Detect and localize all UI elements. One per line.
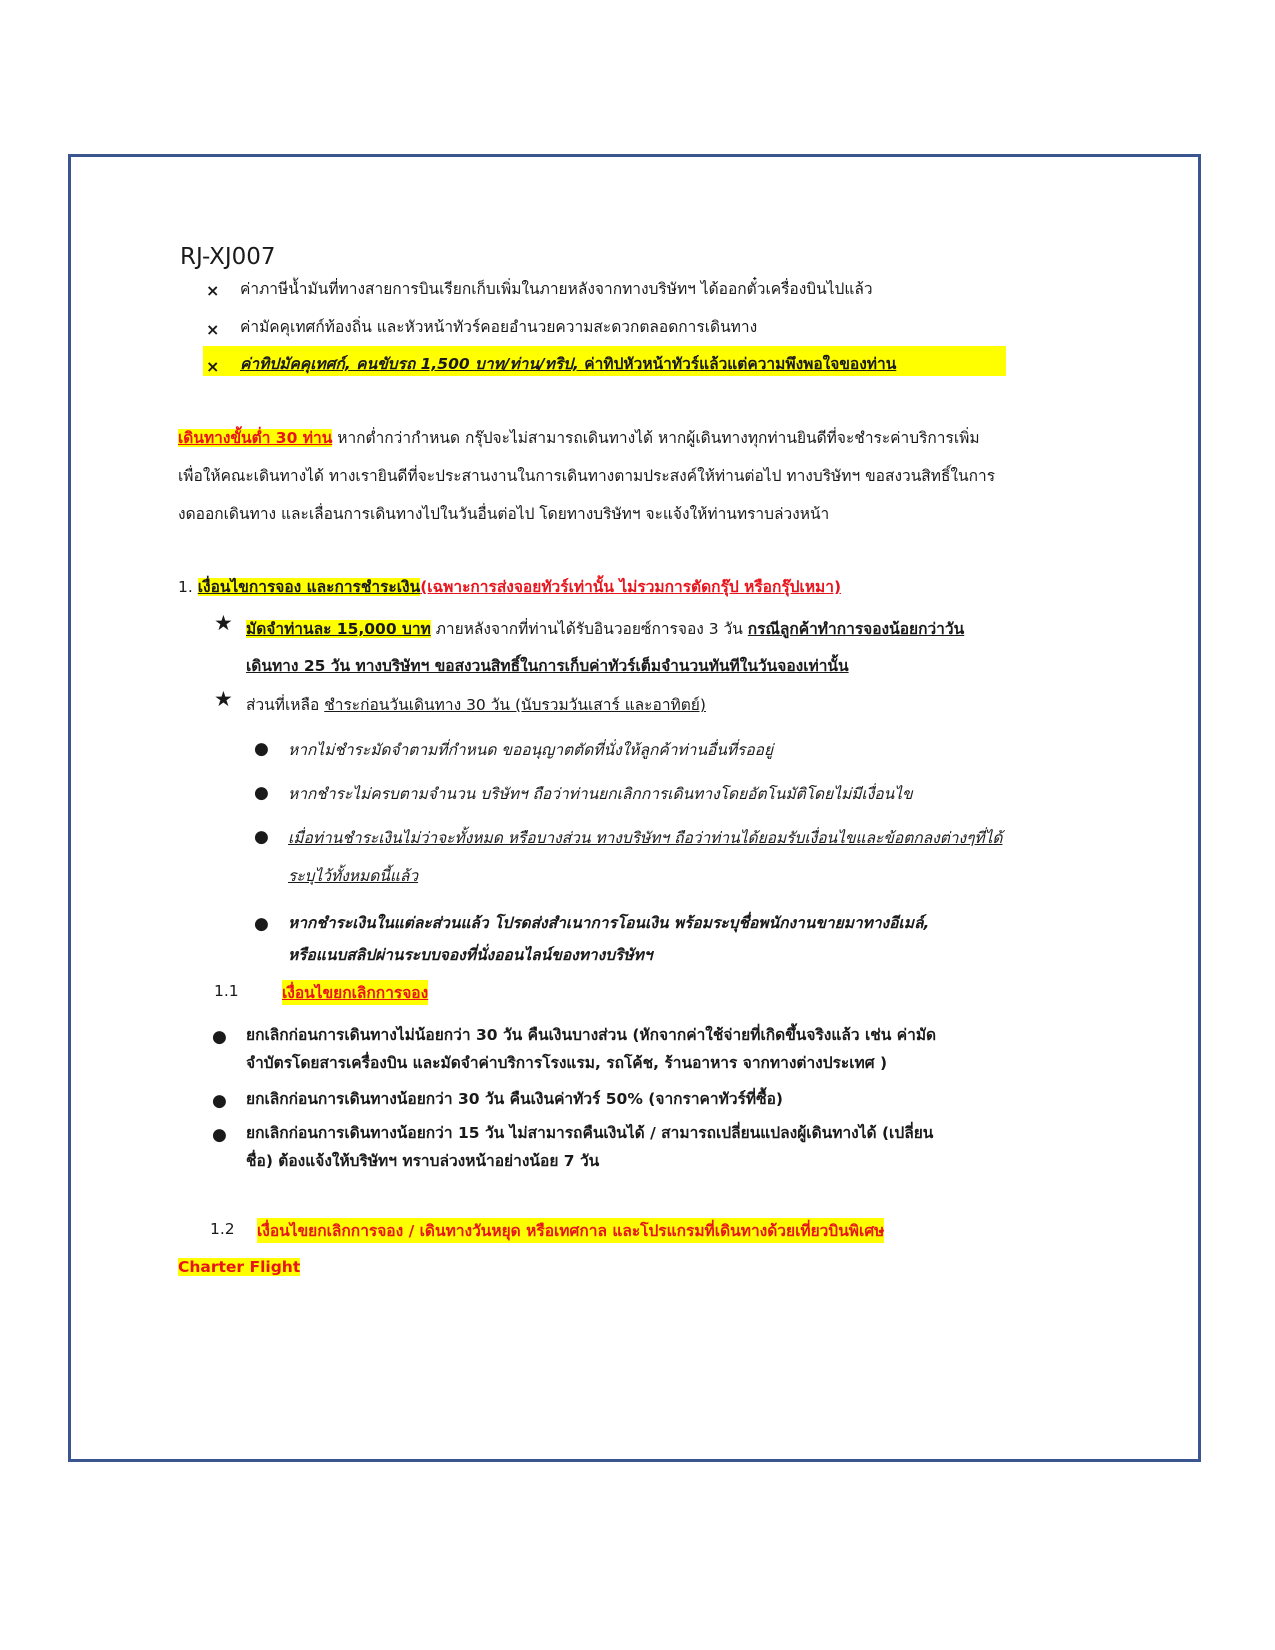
- exclude-tip-guide: ค่าทิปมัคคุเทศก์, คนขับรถ 1,500 บาท/ท่าน/ทริป,: [240, 355, 579, 373]
- cancel-bullet-3: ●: [212, 1125, 227, 1145]
- payment-rule-1: หากไม่ชำระมัดจำตามที่กำหนด ขออนุญาตตัดที่นั่งให้ลูกค้าท่านอื่นที่รออยู่: [288, 741, 774, 759]
- balance-line: [246, 692, 706, 717]
- cancel-rule-1-line-1: ยกเลิกก่อนการเดินทางไม่น้อยกว่า 30 วัน คืนเงินบางส่วน (หักจากค่าใช้จ่ายที่เกิดขึ้นจริงแล้ว เช่น ค่ามัด: [246, 1026, 937, 1044]
- exclude-item-3: [240, 351, 896, 376]
- section-1-2-number: 1.2: [210, 1220, 235, 1238]
- cancel-bullet-2: ●: [212, 1091, 227, 1111]
- minimum-line-1: [178, 425, 980, 450]
- balance-text: ชำระก่อนวันเดินทาง 30 วัน (นับรวมวันเสาร์ และอาทิตย์): [324, 696, 706, 714]
- payment-bullet-1: ●: [254, 739, 269, 759]
- deposit-line-1: [246, 616, 964, 641]
- payment-bullet-2: ●: [254, 783, 269, 803]
- payment-rule-3-line-2: ระบุไว้ทั้งหมดนี้แล้ว: [288, 867, 419, 885]
- deposit-condition-1: กรณีลูกค้าทำการจองน้อยกว่าวัน: [747, 620, 965, 638]
- exclude-mark-3: ×: [206, 357, 220, 376]
- section-1-number: 1.: [178, 578, 198, 596]
- minimum-line-2: เพื่อให้คณะเดินทางได้ ทางเรายินดีที่จะประสานงานในการเดินทางตามประสงค์ให้ท่านต่อไป ทางบริษัทฯ ขอสงวนสิทธิ์ในการ: [178, 467, 996, 485]
- section-1-note: (เฉพาะการส่งจอยทัวร์เท่านั้น ไม่รวมการตัดกรุ๊ป หรือกรุ๊ปเหมา): [420, 578, 842, 596]
- payment-rule-4-line-2: หรือแนบสลิปผ่านระบบจองที่นั่งออนไลน์ของทางบริษัทฯ: [288, 946, 653, 964]
- deposit-amount: มัดจำท่านละ 15,000 บาท: [246, 620, 431, 638]
- star-1-icon: ★: [214, 611, 233, 635]
- tour-code: RJ-XJ007: [180, 244, 276, 270]
- exclude-mark-1: ×: [206, 281, 220, 300]
- exclude-item-1: ค่าภาษีน้ำมันที่ทางสายการบินเรียกเก็บเพิ่มในภายหลังจากทางบริษัทฯ ได้ออกตั๋วเครื่องบินไปแล้ว: [240, 280, 873, 298]
- exclude-mark-2: ×: [206, 320, 220, 339]
- minimum-text-1: หากต่ำกว่ากำหนด กรุ๊ปจะไม่สามารถเดินทางได้ หากผู้เดินทางทุกท่านยินดีที่จะชำระค่าบริการเพิ่ม: [332, 429, 980, 447]
- cancel-bullet-1: ●: [212, 1027, 227, 1047]
- payment-rule-3-line-1: เมื่อท่านชำระเงินไม่ว่าจะทั้งหมด หรือบางส่วน ทางบริษัทฯ ถือว่าท่านได้ยอมรับเงื่อนไขและข้อตกลงต่างๆที่ได้: [288, 829, 1003, 847]
- payment-rule-2: หากชำระไม่ครบตามจำนวน บริษัทฯ ถือว่าท่านยกเลิกการเดินทางโดยอัตโนมัติโดยไม่มีเงื่อนไข: [288, 785, 913, 803]
- balance-label: ส่วนที่เหลือ: [246, 696, 325, 714]
- payment-rule-4-line-1: หากชำระเงินในแต่ละส่วนแล้ว โปรดส่งสำเนาการโอนเงิน พร้อมระบุชื่อพนักงานขายมาทางอีเมล์,: [288, 914, 930, 932]
- minimum-highlight: เดินทางขั้นต่ำ 30 ท่าน: [178, 429, 333, 447]
- section-1-1-title: เงื่อนไขยกเลิกการจอง: [282, 980, 428, 1005]
- cancel-rule-2: ยกเลิกก่อนการเดินทางน้อยกว่า 30 วัน คืนเงินค่าทัวร์ 50% (จากราคาทัวร์ที่ซื้อ): [246, 1090, 784, 1108]
- section-1-2-title-cont: Charter Flight: [178, 1258, 301, 1276]
- payment-bullet-3: ●: [254, 827, 269, 847]
- cancel-rule-3-line-2: ชื่อ) ต้องแจ้งให้บริษัทฯ ทราบล่วงหน้าอย่างน้อย 7 วัน: [246, 1152, 600, 1170]
- cancel-rule-3-line-1: ยกเลิกก่อนการเดินทางน้อยกว่า 15 วัน ไม่สามารถคืนเงินได้ / สามารถเปลี่ยนแปลงผู้เดินทางได้ (เปลี่ยน: [246, 1124, 934, 1142]
- minimum-line-3: งดออกเดินทาง และเลื่อนการเดินทางไปในวันอื่นต่อไป โดยทางบริษัทฯ จะแจ้งให้ท่านทราบล่วงหน้า: [178, 505, 830, 523]
- exclude-item-2: ค่ามัคคุเทศก์ท้องถิ่น และหัวหน้าทัวร์คอยอำนวยความสะดวกตลอดการเดินทาง: [240, 318, 758, 336]
- exclude-tip-leader: ค่าทิปหัวหน้าทัวร์แล้วแต่ความพึงพอใจของท่าน: [578, 355, 897, 373]
- section-1-1-number: 1.1: [214, 982, 239, 1000]
- cancel-rule-1-line-2: จำบัตรโดยสารเครื่องบิน และมัดจำค่าบริการโรงแรม, รถโค้ช, ร้านอาหาร จากทางต่างประเทศ ): [246, 1054, 888, 1072]
- star-2-icon: ★: [214, 687, 233, 711]
- payment-bullet-4: ●: [254, 914, 269, 934]
- deposit-text: ภายหลังจากที่ท่านได้รับอินวอยซ์การจอง 3 วัน: [430, 620, 748, 638]
- section-1-title: เงื่อนไขการจอง และการชำระเงิน: [197, 578, 421, 596]
- deposit-condition-2: เดินทาง 25 วัน ทางบริษัทฯ ขอสงวนสิทธิ์ในการเก็บค่าทัวร์เต็มจำนวนทันทีในวันจองเท่านั้น: [246, 657, 849, 675]
- section-1-heading: [178, 574, 841, 599]
- section-1-2-title: เงื่อนไขยกเลิกการจอง / เดินทางวันหยุด หรือเทศกาล และโปรแกรมที่เดินทางด้วยเที่ยวบินพิเศษ: [257, 1218, 884, 1243]
